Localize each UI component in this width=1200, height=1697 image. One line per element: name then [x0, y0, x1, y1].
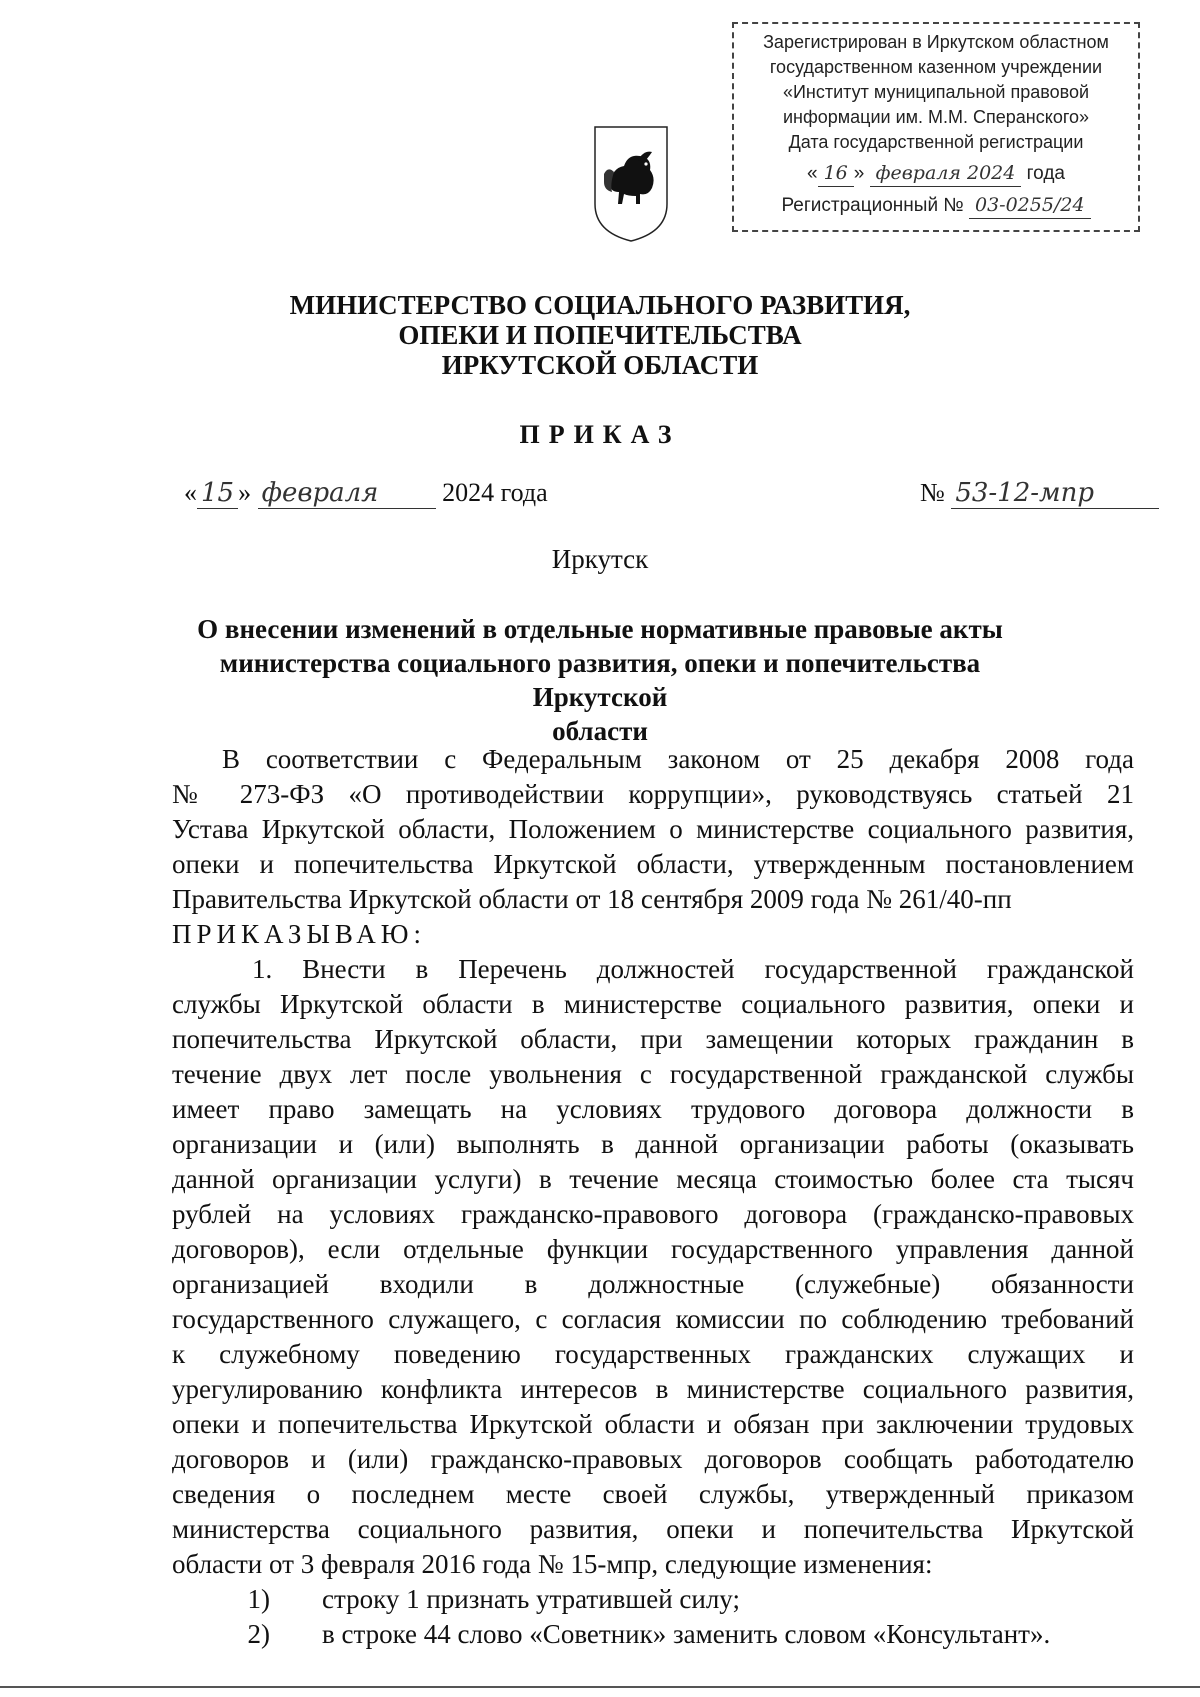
preamble-line-5: Правительства Иркутской области от 18 сентября 2009 года № 261/40-пп [172, 884, 1012, 914]
stamp-line-5: Дата государственной регистрации [788, 132, 1084, 152]
ministry-heading [0, 290, 1200, 380]
list-item-number: 2) [247, 1619, 270, 1649]
date-close-quote: » [238, 478, 252, 507]
point1-line-12: к служебному поведению государственных гражданских служащих и [172, 1339, 1134, 1369]
stamp-date-open: « [807, 163, 818, 184]
date-day: 15 [197, 478, 238, 509]
stamp-date-suffix: года [1026, 163, 1065, 184]
point1-line-16: сведения о последнем месте своей службы, утвержденный приказом [172, 1479, 1134, 1509]
document-body [172, 742, 1134, 1652]
point1-line-6: организации и (или) выполнять в данной организации работы (оказывать [172, 1129, 1134, 1159]
order-number [920, 478, 1159, 509]
point1-line-1: 1. Внести в Перечень должностей государственной гражданской [252, 954, 1134, 984]
date-open-quote: « [184, 478, 197, 507]
subject-line-3: области [552, 716, 648, 746]
list-item [172, 1617, 1134, 1652]
coat-of-arms-icon [592, 124, 670, 244]
order-number-label: № [920, 478, 945, 507]
order-number-value: 53-12-мпр [951, 478, 1159, 509]
preamble-line-2: № 273-ФЗ «О противодействии коррупции», руководствуясь статьей 21 [172, 779, 1134, 809]
date-year: 2024 года [442, 478, 548, 507]
point1-line-9: договоров), если отдельные функции государственного управления данной [172, 1234, 1134, 1264]
stamp-line-3: «Институт муниципальной правовой [782, 82, 1090, 102]
document-type-title: ПРИКАЗ [519, 420, 681, 449]
point1-line-15: договоров и (или) гражданско-правовых договоров сообщать работодателю [172, 1444, 1134, 1474]
point1-line-14: опеки и попечительства Иркутской области и обязан при заключении трудовых [172, 1409, 1134, 1439]
stamp-line-1: Зарегистрирован в Иркутском областном [763, 32, 1109, 52]
point1-line-3: попечительства Иркутской области, при замещении которых гражданин в [172, 1024, 1134, 1054]
point1-line-13: урегулированию конфликта интересов в министерстве социального развития, [172, 1374, 1134, 1404]
point1-line-10: организацией входили в должностные (служебные) обязанности [172, 1269, 1134, 1299]
list-item [172, 1582, 1134, 1617]
ministry-line-3: ИРКУТСКОЙ ОБЛАСТИ [441, 350, 759, 380]
stamp-reg-number: 03-0255/24 [969, 193, 1091, 219]
preamble-line-4: опеки и попечительства Иркутской области, утвержденным постановлением [172, 849, 1134, 879]
city: Иркутск [551, 544, 649, 574]
decree-word: ПРИКАЗЫВАЮ: [172, 919, 426, 949]
preamble-line-1: В соответствии с Федеральным законом от 25 декабря 2008 года [222, 744, 1134, 774]
list-item-text: строку 1 признать утратившей силу; [322, 1584, 740, 1614]
point1-line-4: течение двух лет после увольнения с государственной гражданской службы [172, 1059, 1134, 1089]
date-month: февраля [258, 478, 436, 509]
page-bottom-divider [0, 1686, 1200, 1688]
point1-line-11: государственного служащего, с согласия комиссии по соблюдению требований [172, 1304, 1134, 1334]
point1-line-last: области от 3 февраля 2016 года № 15-мпр, следующие изменения: [172, 1549, 933, 1579]
stamp-line-2: государственном казенном учреждении [769, 57, 1103, 77]
point1-line-7: данной организации услуги) в течение месяца стоимостью более ста тысяч [172, 1164, 1134, 1194]
subject-line-1: О внесении изменений в отдельные нормативные правовые акты [197, 614, 1003, 644]
ministry-line-2: ОПЕКИ И ПОПЕЧИТЕЛЬСТВА [398, 320, 802, 350]
subject-line-2: министерства социального развития, опеки и попечительства Иркутской [219, 648, 981, 712]
registration-stamp [732, 22, 1140, 232]
ministry-line-1: МИНИСТЕРСТВО СОЦИАЛЬНОГО РАЗВИТИЯ, [289, 290, 911, 320]
preamble-line-3: Устава Иркутской области, Положением о министерстве социального развития, [172, 814, 1134, 844]
stamp-date-mid: » [853, 163, 865, 184]
list-item-number: 1) [247, 1584, 270, 1614]
stamp-reg-label: Регистрационный № [781, 195, 964, 216]
stamp-date-month-year: февраля 2024 [870, 161, 1022, 187]
point1-line-2: службы Иркутской области в министерстве социального развития, опеки и [172, 989, 1134, 1019]
point1-line-8: рублей на условиях гражданско-правового договора (гражданско-правовых [172, 1199, 1134, 1229]
stamp-reg-row [734, 193, 1138, 219]
stamp-date-row [734, 161, 1138, 187]
point1-line-5: имеет право замещать на условиях трудового договора должности в [172, 1094, 1134, 1124]
stamp-date-day: 16 [818, 161, 854, 187]
point1-line-17: министерства социального развития, опеки и попечительства Иркутской [172, 1514, 1134, 1544]
stamp-line-4: информации им. М.М. Сперанского» [782, 107, 1090, 127]
list-item-text: в строке 44 слово «Советник» заменить словом «Консультант». [322, 1619, 1051, 1649]
document-subject [160, 612, 1040, 748]
order-date [184, 478, 548, 509]
